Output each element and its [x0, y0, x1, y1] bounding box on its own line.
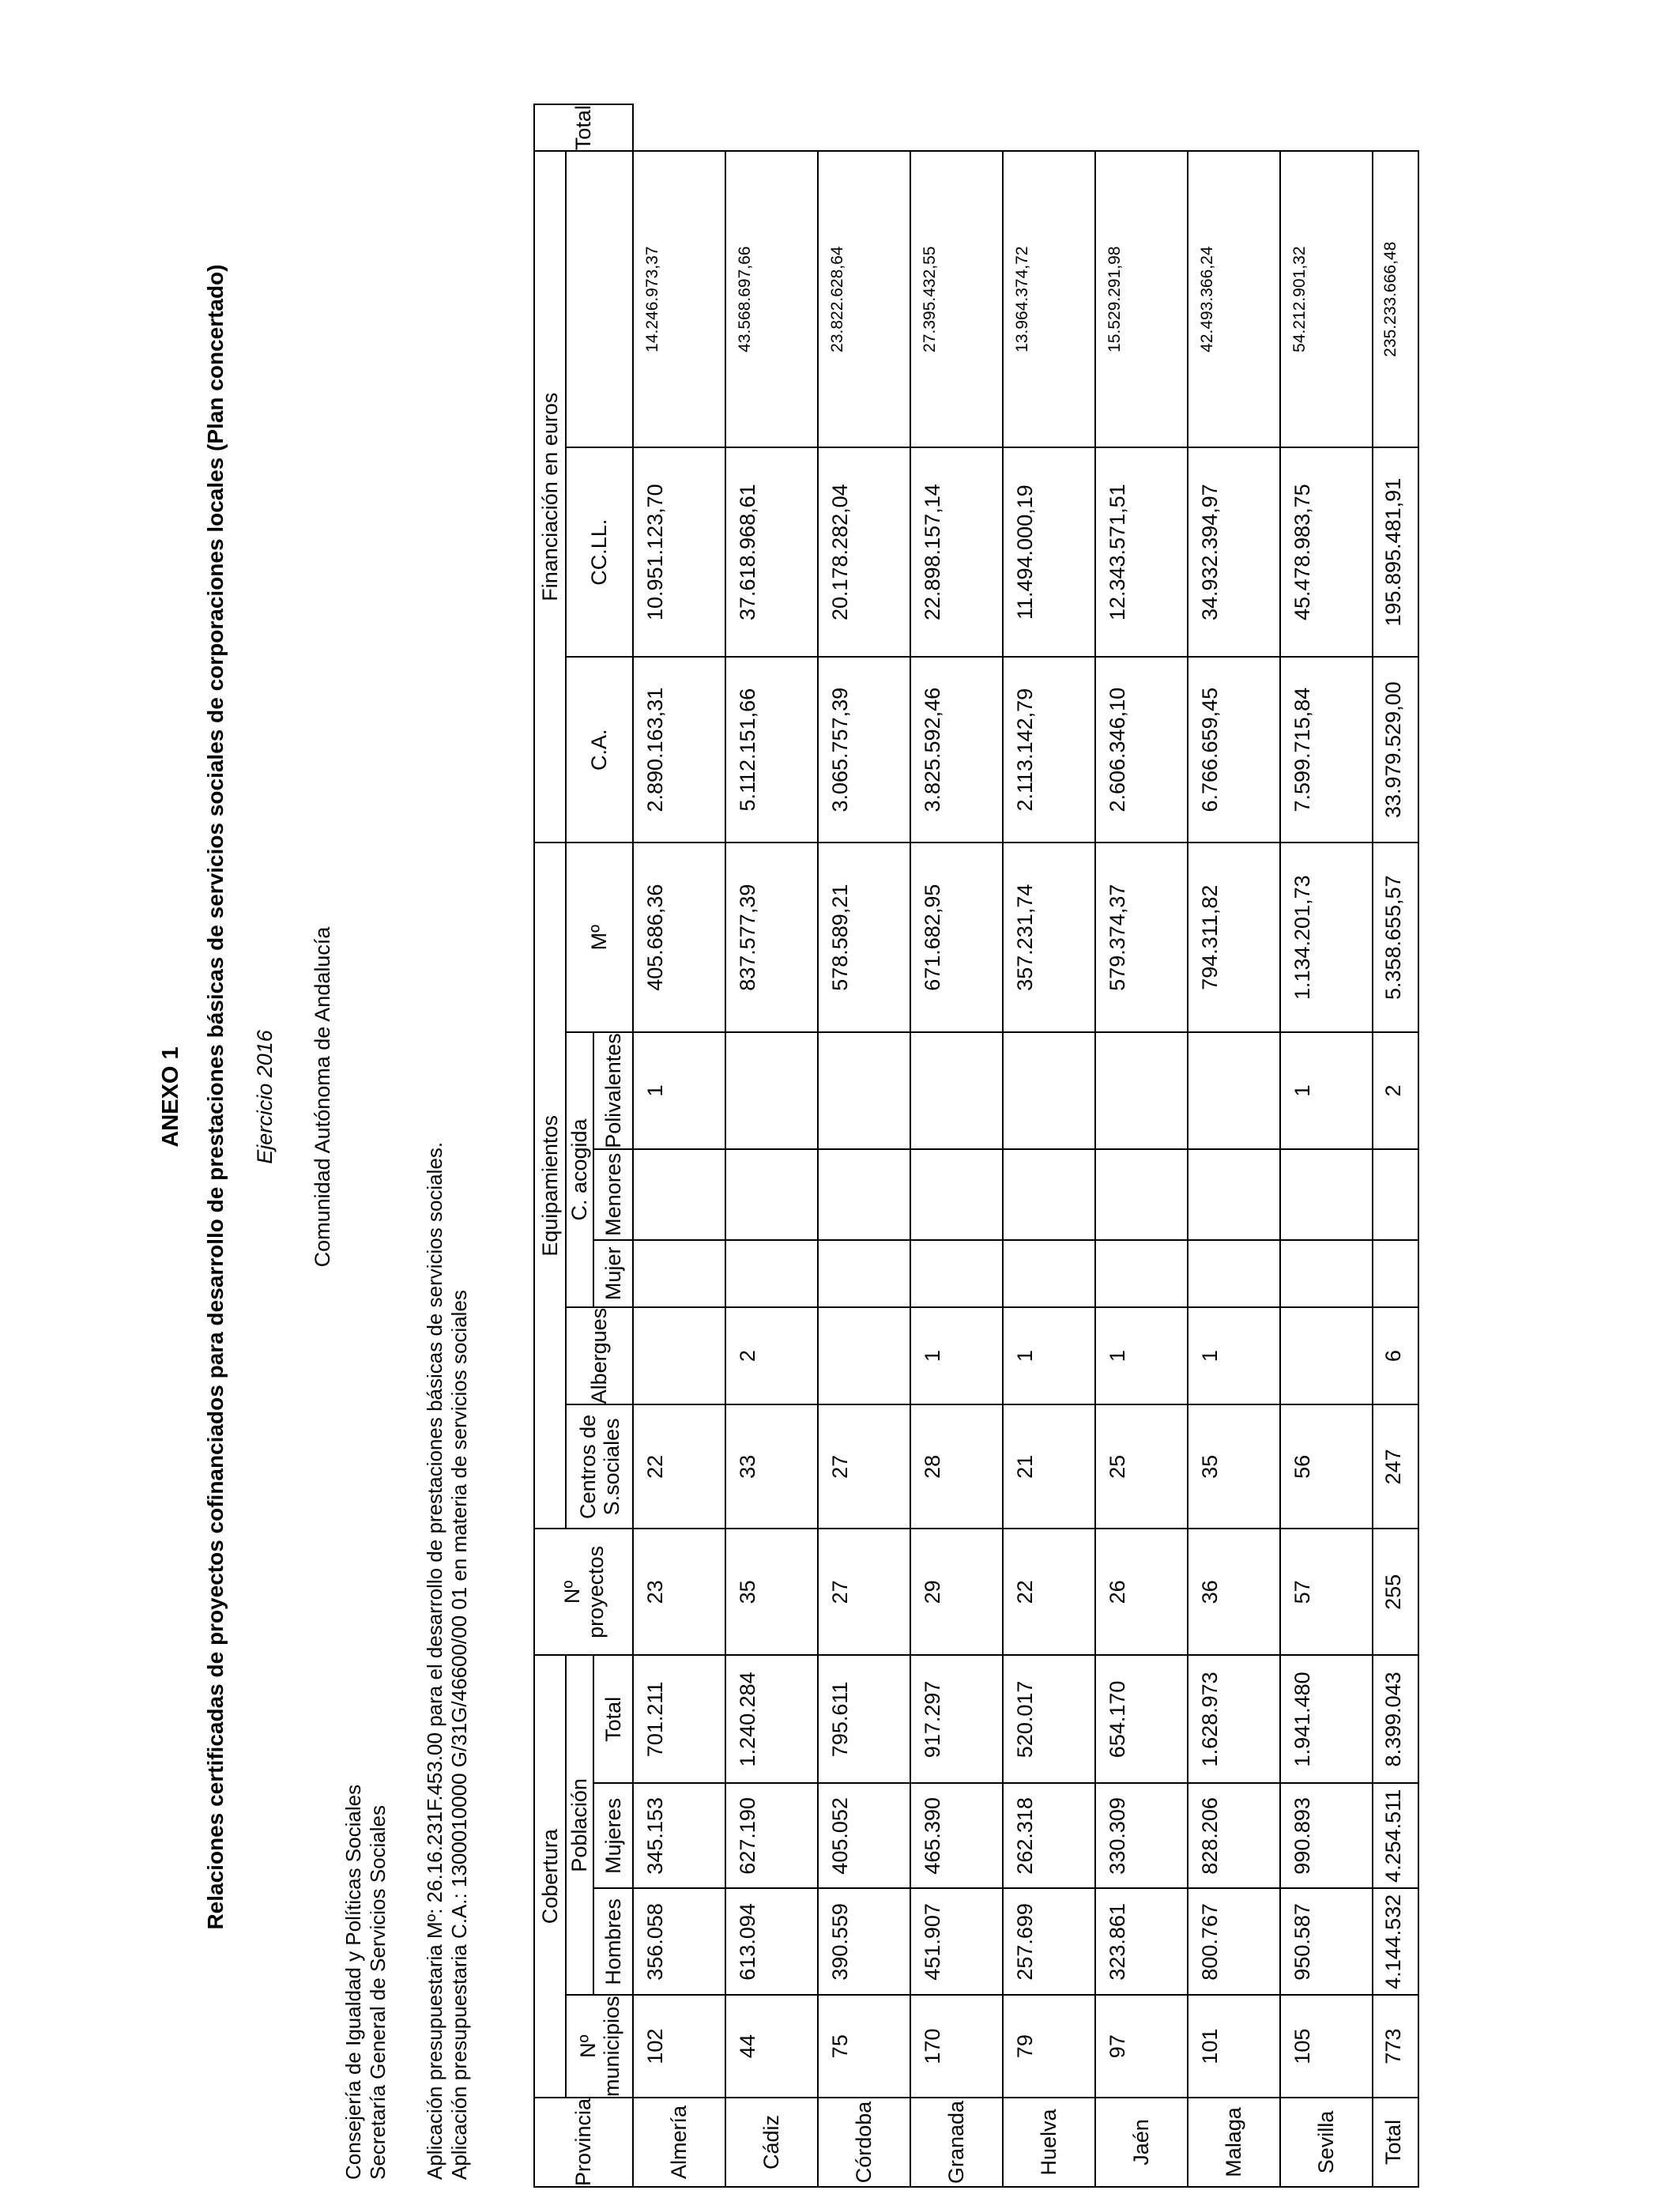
total-cell-polivalentes: 2	[1373, 1032, 1418, 1149]
col-financiacion: Financiación en euros	[534, 151, 566, 843]
cell-menores	[910, 1149, 1003, 1240]
total-cell-hombres: 4.144.532	[1373, 1888, 1418, 1995]
table-row	[910, 104, 1003, 2187]
cell-mujeres: 990.893	[1280, 1783, 1373, 1888]
cell-menores	[725, 1149, 818, 1240]
total-cell-menores	[1373, 1149, 1418, 1240]
cell-mujer	[1280, 1240, 1373, 1307]
cell-provincia: Huelva	[1003, 2098, 1095, 2187]
cell-proyectos: 23	[633, 1529, 725, 1655]
total-cell-albergues: 6	[1373, 1307, 1418, 1405]
cell-ccll: 34.932.394,97	[1188, 447, 1280, 657]
cell-total: 654.170	[1095, 1655, 1188, 1783]
cell-menores	[1280, 1149, 1373, 1240]
col-ccll: CC.LL.	[566, 447, 633, 657]
total-cell-municipios: 773	[1373, 1995, 1418, 2098]
cell-albergues: 1	[1003, 1307, 1095, 1405]
cell-provincia: Cádiz	[725, 2098, 818, 2187]
cell-polivalentes	[818, 1032, 910, 1149]
document-title: Relaciones certificadas de proyectos cofinanciados para desarrollo de prestaciones básicas de servicios sociales de corporaciones locales (Plan concertado)	[203, 264, 228, 1930]
cell-ca: 6.766.659,45	[1188, 657, 1280, 843]
cell-total: 701.211	[633, 1655, 725, 1783]
cell-ccll: 20.178.282,04	[818, 447, 910, 657]
cell-ccll: 45.478.983,75	[1280, 447, 1373, 657]
cell-grand-total: 43.568.697,66	[725, 151, 818, 447]
col-cobertura: Cobertura	[534, 1655, 566, 2098]
cell-total: 520.017	[1003, 1655, 1095, 1783]
col-n-municipios: Nº municipios	[566, 1995, 633, 2098]
cell-municipios: 101	[1188, 1995, 1280, 2098]
cell-ca: 3.825.592,46	[910, 657, 1003, 843]
cell-mo: 671.682,95	[910, 843, 1003, 1032]
cell-grand-total: 54.212.901,32	[1280, 151, 1373, 447]
cell-total: 1.240.284	[725, 1655, 818, 1783]
cell-ca: 3.065.757,39	[818, 657, 910, 843]
secretariat-line: Secretaría General de Servicios Sociales	[366, 1804, 390, 2180]
cell-mo: 578.589,21	[818, 843, 910, 1032]
cell-municipios: 97	[1095, 1995, 1188, 2098]
table-row	[1280, 104, 1373, 2187]
cell-total: 1.941.480	[1280, 1655, 1373, 1783]
cell-ca: 2.890.163,31	[633, 657, 725, 843]
exercise-year: Ejercicio 2016	[253, 1030, 277, 1164]
col-menores: Menores	[593, 1149, 633, 1240]
cell-municipios: 170	[910, 1995, 1003, 2098]
col-mo: Mº	[566, 843, 633, 1032]
totals-row	[1373, 104, 1418, 2187]
cell-hombres: 613.094	[725, 1888, 818, 1995]
cell-mujer	[633, 1240, 725, 1307]
total-cell-proyectos: 255	[1373, 1529, 1418, 1655]
cell-ca: 2.113.142,79	[1003, 657, 1095, 843]
cell-polivalentes	[1095, 1032, 1188, 1149]
total-cell-ca: 33.979.529,00	[1373, 657, 1418, 843]
cell-centros: 27	[818, 1404, 910, 1529]
table-row	[1003, 104, 1095, 2187]
cell-ca: 2.606.346,10	[1095, 657, 1188, 843]
cell-menores	[1188, 1149, 1280, 1240]
cell-provincia: Granada	[910, 2098, 1003, 2187]
cell-mujer	[910, 1240, 1003, 1307]
table-row	[633, 104, 725, 2187]
projects-table	[533, 104, 1419, 2188]
cell-provincia: Jaén	[1095, 2098, 1188, 2187]
cell-total: 795.611	[818, 1655, 910, 1783]
ministry-line: Consejería de Igualdad y Políticas Sociales	[341, 1784, 365, 2180]
table-row	[725, 104, 818, 2187]
cell-mo: 579.374,37	[1095, 843, 1188, 1032]
cell-proyectos: 29	[910, 1529, 1003, 1655]
total-cell-provincia: Total	[1373, 2098, 1418, 2187]
cell-municipios: 75	[818, 1995, 910, 2098]
cell-municipios: 44	[725, 1995, 818, 2098]
cell-municipios: 79	[1003, 1995, 1095, 2098]
cell-ccll: 22.898.157,14	[910, 447, 1003, 657]
cell-centros: 33	[725, 1404, 818, 1529]
cell-mujer	[1095, 1240, 1188, 1307]
cell-proyectos: 36	[1188, 1529, 1280, 1655]
cell-proyectos: 35	[725, 1529, 818, 1655]
community-name: Comunidad Autónoma de Andalucía	[311, 926, 334, 1268]
cell-albergues	[818, 1307, 910, 1405]
cell-polivalentes	[1188, 1032, 1280, 1149]
cell-mujeres: 465.390	[910, 1783, 1003, 1888]
cell-grand-total: 42.493.366,24	[1188, 151, 1280, 447]
cell-mo: 405.686,36	[633, 843, 725, 1032]
cell-ccll: 37.618.968,61	[725, 447, 818, 657]
cell-centros: 22	[633, 1404, 725, 1529]
cell-hombres: 257.699	[1003, 1888, 1095, 1995]
cell-centros: 28	[910, 1404, 1003, 1529]
cell-proyectos: 27	[818, 1529, 910, 1655]
cell-total: 1.628.973	[1188, 1655, 1280, 1783]
cell-proyectos: 22	[1003, 1529, 1095, 1655]
cell-mujer	[818, 1240, 910, 1307]
cell-polivalentes: 1	[1280, 1032, 1373, 1149]
cell-grand-total: 15.529.291,98	[1095, 151, 1188, 447]
cell-albergues: 1	[1095, 1307, 1188, 1405]
cell-municipios: 105	[1280, 1995, 1373, 2098]
cell-mujer	[1188, 1240, 1280, 1307]
cell-provincia: Córdoba	[818, 2098, 910, 2187]
table-row	[1095, 104, 1188, 2187]
total-cell-ccll: 195.895.481,91	[1373, 447, 1418, 657]
col-polivalentes: Polivalentes	[593, 1032, 633, 1149]
col-n-proyectos: Nº proyectos	[534, 1529, 633, 1655]
col-grand-total: Total	[534, 104, 633, 151]
cell-municipios: 102	[633, 1995, 725, 2098]
col-centros: Centros de S.sociales	[566, 1404, 633, 1529]
cell-hombres: 451.907	[910, 1888, 1003, 1995]
cell-total: 917.297	[910, 1655, 1003, 1783]
col-equipamientos: Equipamientos	[534, 843, 566, 1529]
table-row	[818, 104, 910, 2187]
cell-ccll: 12.343.571,51	[1095, 447, 1188, 657]
cell-albergues: 1	[1188, 1307, 1280, 1405]
cell-centros: 21	[1003, 1404, 1095, 1529]
col-hombres: Hombres	[593, 1888, 633, 1995]
cell-menores	[633, 1149, 725, 1240]
cell-provincia: Sevilla	[1280, 2098, 1373, 2187]
cell-provincia: Almería	[633, 2098, 725, 2187]
annex-title: ANEXO 1	[158, 1046, 183, 1148]
cell-mujeres: 405.052	[818, 1783, 910, 1888]
col-ca: C.A.	[566, 657, 633, 843]
cell-centros: 56	[1280, 1404, 1373, 1529]
cell-mo: 837.577,39	[725, 843, 818, 1032]
total-cell-centros: 247	[1373, 1404, 1418, 1529]
budget-line-ca: Aplicación presupuestaria C.A.: 1300010000 G/31G/46600/00 01 en materia de servicios sociales	[447, 1290, 471, 2180]
cell-menores	[1003, 1149, 1095, 1240]
cell-polivalentes	[910, 1032, 1003, 1149]
cell-mo: 357.231,74	[1003, 843, 1095, 1032]
col-provincia: Provincia	[534, 2098, 633, 2187]
cell-ca: 5.112.151,66	[725, 657, 818, 843]
cell-mujeres: 330.309	[1095, 1783, 1188, 1888]
cell-mo: 794.311,82	[1188, 843, 1280, 1032]
cell-mujeres: 627.190	[725, 1783, 818, 1888]
cell-provincia: Malaga	[1188, 2098, 1280, 2187]
total-cell-mo: 5.358.655,57	[1373, 843, 1418, 1032]
cell-polivalentes	[1003, 1032, 1095, 1149]
cell-centros: 35	[1188, 1404, 1280, 1529]
cell-proyectos: 26	[1095, 1529, 1188, 1655]
cell-proyectos: 57	[1280, 1529, 1373, 1655]
total-cell-mujeres: 4.254.511	[1373, 1783, 1418, 1888]
cell-ccll: 11.494.000,19	[1003, 447, 1095, 657]
cell-hombres: 323.861	[1095, 1888, 1188, 1995]
cell-albergues	[1280, 1307, 1373, 1405]
cell-mujeres: 828.206	[1188, 1783, 1280, 1888]
cell-albergues: 2	[725, 1307, 818, 1405]
col-poblacion: Población	[566, 1655, 593, 1995]
col-c-acogida: C. acogida	[566, 1032, 593, 1307]
cell-centros: 25	[1095, 1404, 1188, 1529]
budget-line-mo: Aplicación presupuestaria Mº: 26.16.231F.453.00 para el desarrollo de prestaciones básicas de servicios sociales.	[423, 1141, 446, 2180]
cell-hombres: 390.559	[818, 1888, 910, 1995]
col-albergues: Albergues	[566, 1307, 633, 1405]
cell-ccll: 10.951.123,70	[633, 447, 725, 657]
cell-grand-total: 13.964.374,72	[1003, 151, 1095, 447]
col-mujer: Mujer	[593, 1240, 633, 1307]
total-cell-total: 8.399.043	[1373, 1655, 1418, 1783]
cell-grand-total: 27.395.432,55	[910, 151, 1003, 447]
cell-albergues	[633, 1307, 725, 1405]
cell-menores	[818, 1149, 910, 1240]
cell-mujeres: 262.318	[1003, 1783, 1095, 1888]
cell-mujeres: 345.153	[633, 1783, 725, 1888]
cell-polivalentes	[725, 1032, 818, 1149]
cell-mujer	[725, 1240, 818, 1307]
table-row	[1188, 104, 1280, 2187]
cell-grand-total: 23.822.628,64	[818, 151, 910, 447]
cell-albergues: 1	[910, 1307, 1003, 1405]
col-total: Total	[593, 1655, 633, 1783]
total-cell-grand-total: 235.233.666,48	[1373, 151, 1418, 447]
cell-polivalentes: 1	[633, 1032, 725, 1149]
cell-menores	[1095, 1149, 1188, 1240]
cell-mo: 1.134.201,73	[1280, 843, 1373, 1032]
cell-mujer	[1003, 1240, 1095, 1307]
cell-hombres: 356.058	[633, 1888, 725, 1995]
cell-ca: 7.599.715,84	[1280, 657, 1373, 843]
total-cell-mujer	[1373, 1240, 1418, 1307]
cell-grand-total: 14.246.973,37	[633, 151, 725, 447]
col-mujeres: Mujeres	[593, 1783, 633, 1888]
cell-hombres: 800.767	[1188, 1888, 1280, 1995]
cell-hombres: 950.587	[1280, 1888, 1373, 1995]
